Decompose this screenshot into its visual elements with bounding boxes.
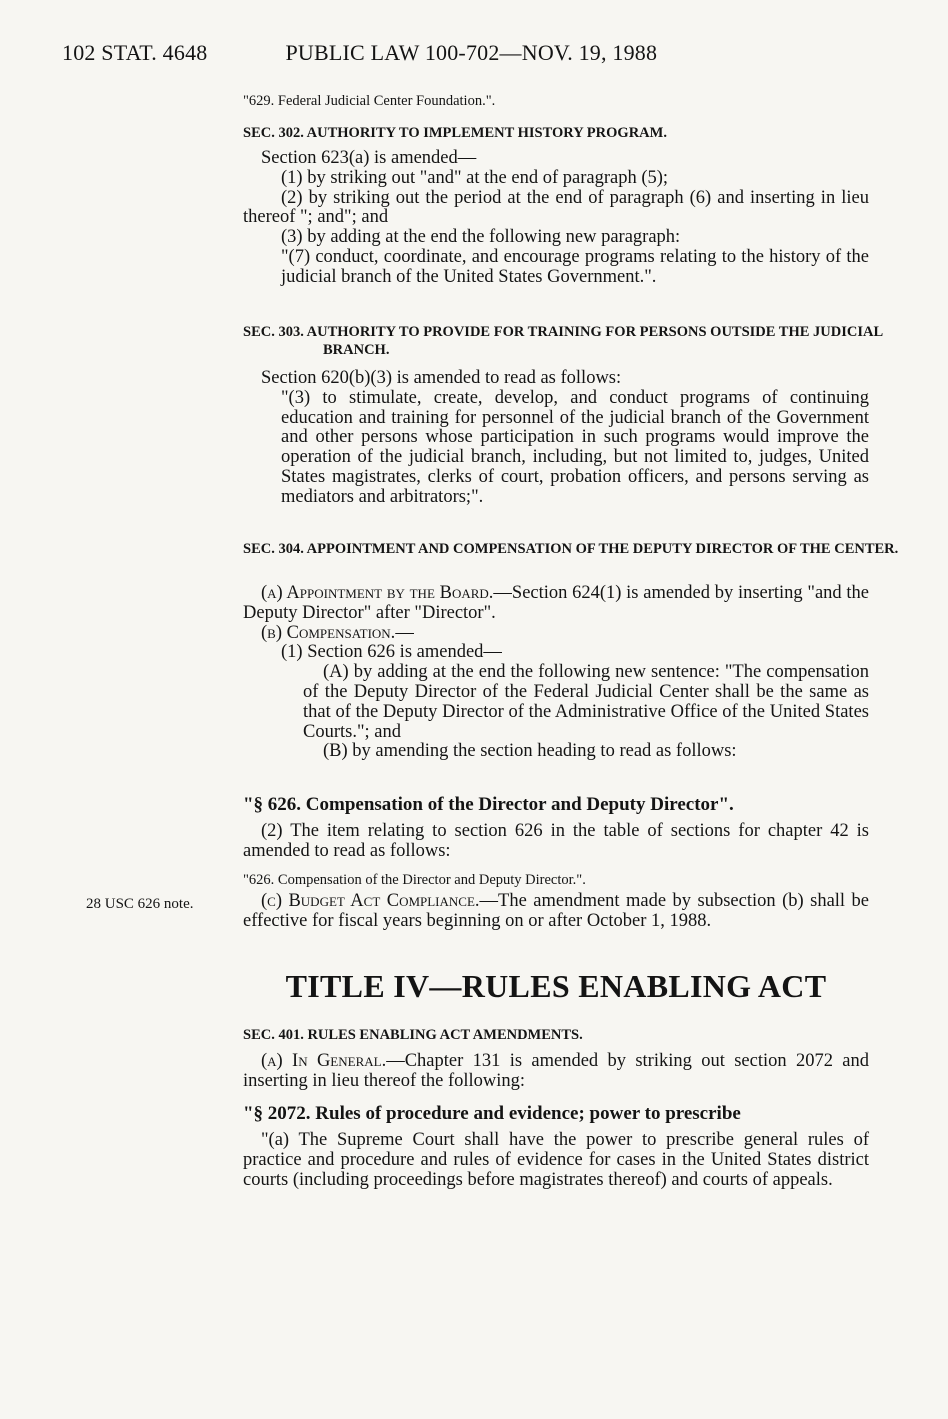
- sec-401-a-text: —Chapter 131 is amended by striking out section 2072 and inserting in lieu thereof the following:: [243, 1051, 869, 1091]
- sec-401-a-label: (a) In General.: [261, 1051, 387, 1071]
- sec-302-item-2: (2) by striking out the period at the end of paragraph (6) and inserting in lieu thereof "; and"; and: [243, 187, 869, 228]
- sec-401-heading: SEC. 401. RULES ENABLING ACT AMENDMENTS.: [243, 1027, 583, 1043]
- sec-302-heading: SEC. 302. AUTHORITY TO IMPLEMENT HISTORY PROGRAM.: [243, 125, 667, 141]
- sec-304-c-text: —The amendment made by subsection (b) shall be effective for fiscal years beginning on or after October 1, 1988.: [243, 891, 869, 931]
- sec-304-b-B: (B) by amending the section heading to read as follows:: [323, 741, 737, 762]
- sec-303-intro: Section 620(b)(3) is amended to read as follows:: [261, 368, 622, 388]
- page-header: [62, 40, 657, 66]
- sec-304-b-dash: —: [395, 622, 414, 643]
- sec-304-heading: SEC. 304. APPOINTMENT AND COMPENSATION OF THE DEPUTY DIRECTOR OF THE CENTER.: [243, 541, 899, 557]
- sec-304-a-text: —Section 624(1) is amended by inserting "and the Deputy Director" after "Director".: [243, 583, 869, 623]
- sec-302-item-1: (1) by striking out "and" at the end of paragraph (5);: [281, 167, 669, 188]
- sec-303-body: [243, 369, 869, 508]
- sec-401-quote: "(a) The Supreme Court shall have the power to prescribe general rules of practice and procedure and rules of evidence for cases in the United States district courts (including proceedings before magistrates thereof) and courts of appeals.: [243, 1130, 869, 1190]
- item-629: "629. Federal Judicial Center Foundation.".: [243, 93, 496, 109]
- sec-304-b-subparagraphs: [243, 663, 869, 762]
- sec-304-b-A: (A) by adding at the end the following new sentence: "The compensation of the Deputy Director of the Federal Judicial Center shall be the same as that of the Deputy Director of the Administrative Office of the United States Courts."; and: [303, 662, 869, 742]
- sec-303-quote: "(3) to stimulate, create, develop, and conduct programs of continuing education and training for personnel of the judicial branch of the Government and other persons whose participation in such programs would improve the operation of the judicial branch, including, but not limited to, judges, United States magistrates, clerks of court, probation officers, and persons serving as mediators and arbitrators;".: [281, 387, 869, 507]
- sec-302-body: [243, 149, 869, 288]
- item-626: "626. Compensation of the Director and Deputy Director.".: [243, 872, 586, 888]
- sec-303-heading: SEC. 303. AUTHORITY TO PROVIDE FOR TRAINING FOR PERSONS OUTSIDE THE JUDICIAL BRANCH.: [243, 324, 883, 358]
- section-2072-heading: "§ 2072. Rules of procedure and evidence; power to prescribe: [243, 1103, 741, 1124]
- sec-302-intro: Section 623(a) is amended—: [261, 148, 477, 168]
- stat-page-number: 102 STAT. 4648: [62, 40, 208, 65]
- sec-304-a-label: (a) Appointment by the Board.: [261, 583, 494, 603]
- sec-304-b-1: (1) Section 626 is amended—: [281, 642, 502, 663]
- sec-304-b-2: (2) The item relating to section 626 in the table of sections for chapter 42 is amended to read as follows:: [243, 821, 869, 861]
- sec-302-item-3: (3) by adding at the end the following new paragraph:: [281, 227, 681, 248]
- title-iv-heading: TITLE IV—RULES ENABLING ACT: [285, 968, 827, 1004]
- sec-401-a: [243, 1052, 869, 1092]
- public-law-title: PUBLIC LAW 100-702—NOV. 19, 1988: [285, 40, 658, 65]
- sec-304-body: [243, 584, 869, 762]
- sec-302-quote: "(7) conduct, coordinate, and encourage programs relating to the history of the judicial branch of the United States Government.".: [281, 246, 869, 287]
- sec-304-b: [243, 624, 869, 644]
- sec-304-c-label: (c) Budget Act Compliance.: [261, 891, 480, 911]
- sec-304-c: [243, 892, 869, 932]
- section-626-heading: "§ 626. Compensation of the Director and Deputy Director".: [243, 794, 734, 815]
- margin-note: 28 USC 626 note.: [86, 896, 194, 912]
- sec-304-a: [243, 584, 869, 624]
- sec-304-b-label: (b) Compensation.: [261, 622, 396, 643]
